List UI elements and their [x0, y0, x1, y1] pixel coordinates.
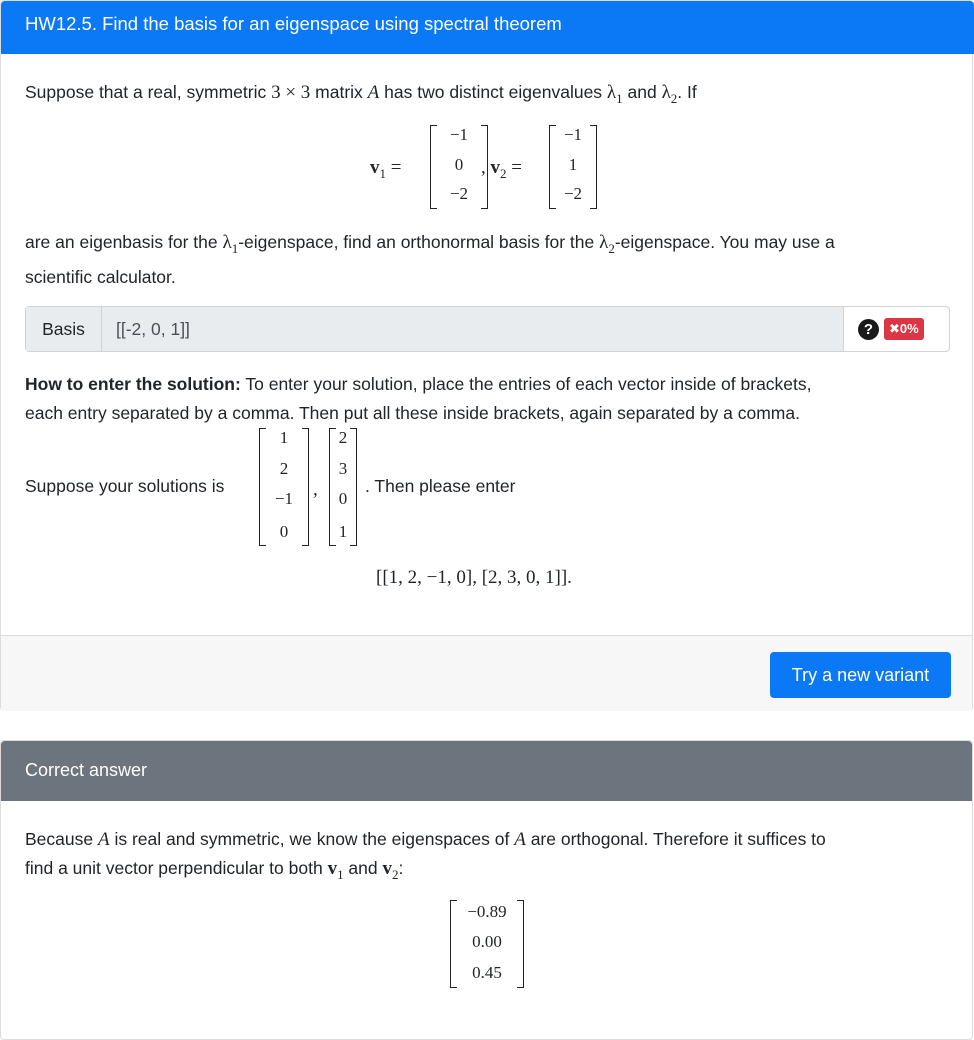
- lambda-1: $\lambda_1$: [606, 82, 623, 106]
- lambda-2: $\lambda_2$: [661, 82, 678, 106]
- v1-label: $v_1$ =: [370, 157, 402, 181]
- answer-vector: −0.89 0.00 0.45: [450, 900, 524, 988]
- help-icon[interactable]: ?: [858, 319, 879, 340]
- vector-comma: ,: [313, 479, 318, 500]
- basis-input[interactable]: [102, 307, 843, 351]
- suppose-text: Suppose your solutions is: [25, 476, 225, 496]
- then-text: . Then please enter: [365, 476, 516, 496]
- matrix-a: A: [367, 82, 380, 103]
- question-title: HW12.5. Find the basis for an eigenspace using spectral theorem: [1, 1, 974, 54]
- solution-vector-1: 1 2 −1 0: [259, 428, 309, 546]
- basis-input-group: [25, 306, 950, 352]
- entry-instructions: How to enter the solution: To enter your solution, place the entries of each vector inside of brackets, each entry separated by a comma. Then put all these inside brackets, again separated by a comma.: [25, 374, 812, 423]
- solution-vector-2: 2 3 0 1: [329, 428, 357, 546]
- basis-label: Basis: [26, 307, 102, 351]
- v2-label: , $v_2$ =: [481, 157, 522, 181]
- example-entry: [[1, 2, −1, 0], [2, 3, 0, 1]].: [376, 567, 572, 588]
- try-new-variant-button[interactable]: Try a new variant: [770, 652, 951, 698]
- question-intro: Suppose that a real, symmetric 3 × 3 matrix A has two distinct eigenvalues $\lambda_1$ and $\lambda_2$. If: [25, 82, 697, 106]
- dims: 3 × 3: [271, 82, 311, 103]
- card-footer: [1, 635, 972, 711]
- v2-vector: −1 1 −2: [549, 125, 597, 209]
- correct-answer-card: [0, 740, 973, 1040]
- score-badge: ✖0%: [884, 318, 924, 340]
- correct-answer-text: Because A is real and symmetric, we know the eigenspaces of A are orthogonal. Therefore it suffices to find a unit vector perpendicular to both $v_1$ and $v_2$:: [25, 829, 826, 882]
- question-body: are an eigenbasis for the $\lambda_1$-eigenspace, find an orthonormal basis for the $\lambda_2$-eigenspace. You may use a scientific calculator.: [25, 232, 835, 287]
- v1-vector: −1 0 −2: [430, 125, 488, 209]
- correct-answer-header: Correct answer: [1, 741, 972, 801]
- input-addon: [843, 307, 949, 351]
